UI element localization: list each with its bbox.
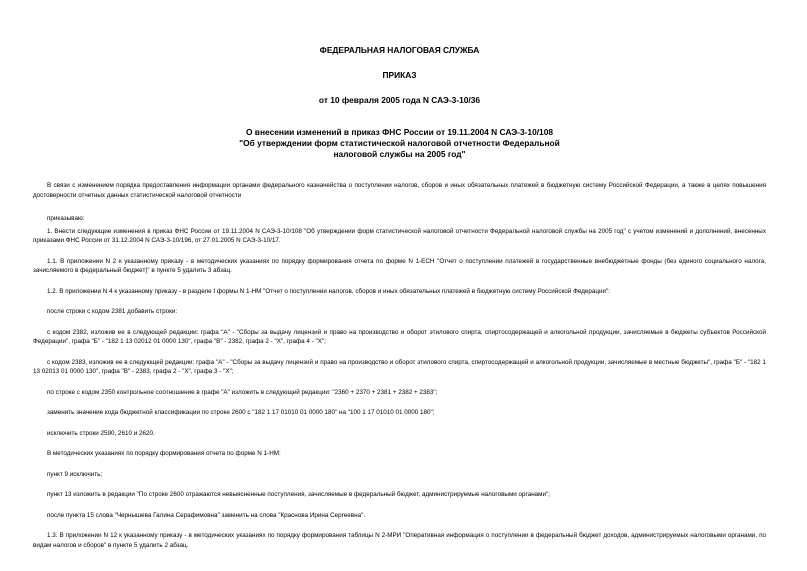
document-date-number: от 10 февраля 2005 года N САЭ-3-10/36: [318, 95, 481, 105]
subject-line-1: О внесении изменений в приказ ФНС России от 19.11.2004 N САЭ-3-10/108: [245, 127, 554, 137]
paragraph-code-2350: по строке с кодом 2350 контрольное соотношение в графе "А" изложить в следующей редакции: "2360 + 2370 + 2381 + 2382 + 2383";: [47, 388, 438, 396]
subject-line-3: налоговой службы на 2005 год": [333, 149, 466, 159]
paragraph-point-13: пункт 13 изложить в редакции "По строке 2600 отражаются невыясненные поступления, зачисляемые в федеральный бюджет, администрируемые налоговыми органами";: [47, 491, 551, 498]
paragraph-preamble: В связи с изменением порядка предоставления информации органами федерального казначейства о поступлении налогов, сборов и иных обязательных платежей в бюджетную систему Российской Федерации, а также в целях повышения достоверности отчетных данных статистической налоговой отчетности: [33, 182, 766, 199]
document-subject: [33, 127, 766, 160]
agency-title: ФЕДЕРАЛЬНАЯ НАЛОГОВАЯ СЛУЖБА: [319, 45, 480, 55]
subject-line-2: "Об утверждении форм статистической налоговой отчетности Федеральной: [239, 138, 560, 148]
document-type: ПРИКАЗ: [382, 70, 417, 80]
paragraph-item-1-1: 1.1. В приложении N 2 к указанному приказу - в методических указаниях по порядку формирования отчета по форме N 1-ЕСН "Отчет о поступлении платежей в государственные внебюджетные фонды (без единого социального налога, зачисляемого в федеральный бюджет)" в пункте 5 удалить 3 абзац.: [33, 257, 766, 274]
paragraph-method-1nm: В методических указаниях по порядку формирования отчета по форме N 1-НМ:: [47, 450, 281, 457]
paragraph-item-1-2: 1.2. В приложении N 4 к указанному приказу - в разделе I формы N 1-НМ "Отчет о поступлении налогов, сборов и иных обязательных платежей в бюджетную систему Российской Федерации":: [47, 287, 611, 295]
paragraph-point-9: пункт 9 исключить;: [47, 470, 103, 478]
paragraph-code-2382: с кодом 2382, изложив ее в следующей редакции: графа "А" - "Сборы за выдачу лицензий и право на производство и оборот этилового спирта, спиртосодержащей и алкогольной продукции, зачисляемые в бюджеты субъектов Российской Федерации", графа "Б" - "182 1 13 02012 01 0000 130", графа "В" - 2382, графа 2 - "Х", графа 4 - "Х";: [33, 328, 766, 345]
paragraph-exclude-rows: исключить строки 2590, 2610 и 2620.: [47, 429, 155, 437]
paragraph-code-2383: с кодом 2383, изложив ее в следующей редакции: графа "А" - "Сборы за выдачу лицензий и право на производство и оборот этилового спирта, спиртосодержащей и алкогольной продукции, зачисляемые в местные бюджеты", графа "Б" - "182 1 13 02013 01 0000 130", графа "В" - 2383, графа 2 - "Х", графа 3 - "Х";: [33, 358, 766, 375]
paragraph-item-1: 1. Внести следующие изменения в приказ ФНС России от 19.11.2004 N САЭ-3-10/108 "Об утверждении форм статистической налоговой отчетности Федеральной налоговой службы на 2005 год" с учетом изменений и дополнений, внесенных приказами ФНС России от 31.12.2004 N САЭ-3-10/196, от 27.01.2005 N САЭ-3-10/17.: [33, 227, 766, 244]
paragraph-item-1-3: 1.3. В приложении N 12 к указанному приказу - в методических указаниях по порядку формирования таблицы N 2-МРИ "Оперативная информация о поступлении в федеральный бюджет доходов, администрируемых налоговыми органами, по видам налогов и сборов" в пункте 5 удалить 2 абзац.: [33, 532, 766, 549]
paragraph-order: приказываю:: [47, 215, 85, 222]
paragraph-after-2381: после строки с кодом 2381 добавить строки:: [47, 308, 178, 315]
paragraph-code-2600: заменить значение кода бюджетной классификации по строке 2600 с "182 1 17 01010 01 0000 180" на "100 1 17 01010 01 0000 180";: [47, 409, 435, 416]
paragraph-point-15: после пункта 15 слова "Чернышева Галина Серафимовна" заменить на слова "Краснова Ирина Сергеевна".: [47, 511, 366, 519]
